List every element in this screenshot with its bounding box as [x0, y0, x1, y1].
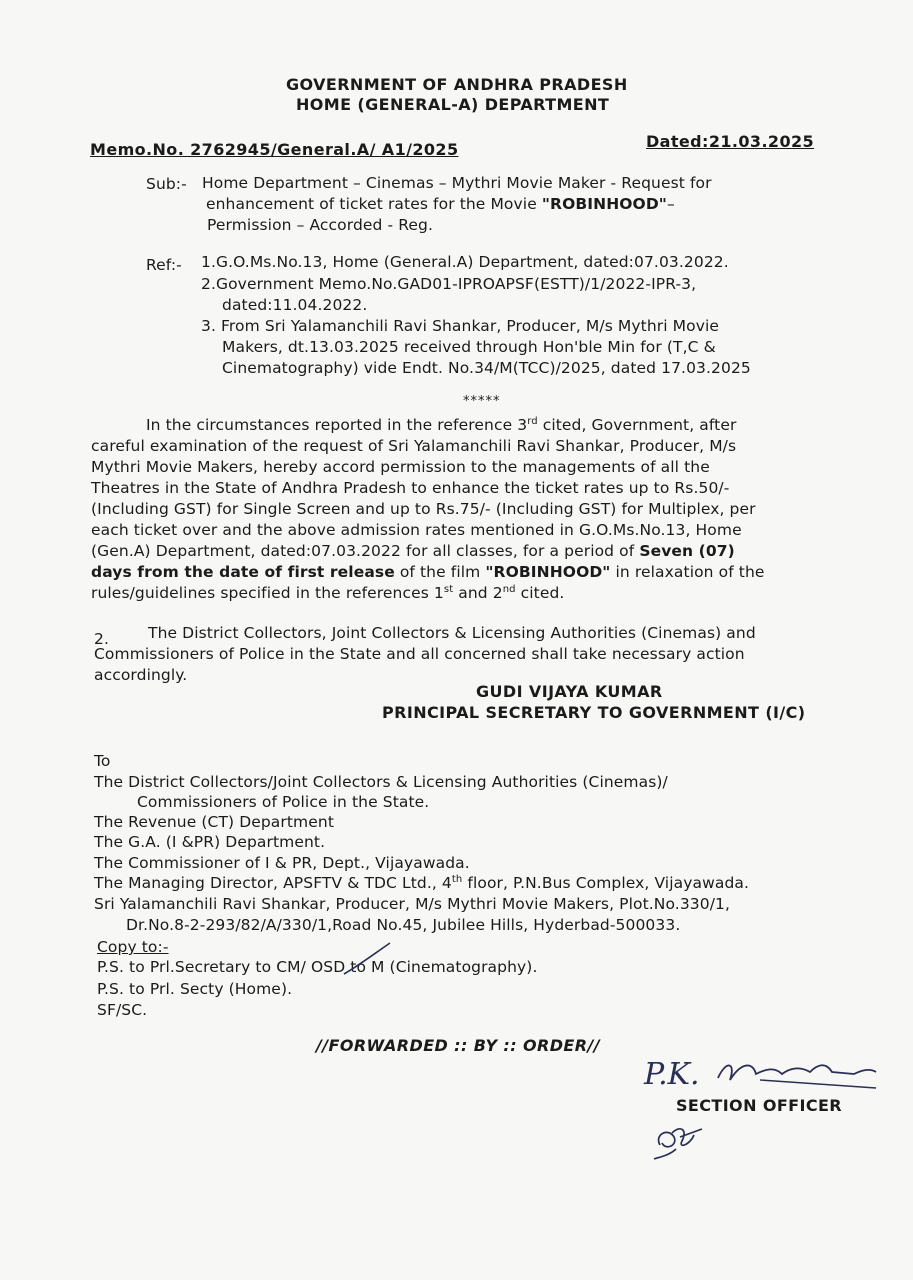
signatory-title: PRINCIPAL SECRETARY TO GOVERNMENT (I/C)	[382, 703, 806, 722]
signatory-name: GUDI VIJAYA KUMAR	[476, 682, 663, 701]
address-1: The District Collectors/Joint Collectors & Licensing Authorities (Cinemas)/	[94, 773, 668, 791]
para1-line-6: each ticket over and the above admission rates mentioned in G.O.Ms.No.13, Home	[91, 521, 742, 539]
memo-date: Dated:21.03.2025	[646, 132, 815, 151]
address-1-cont: Commissioners of Police in the State.	[137, 793, 430, 811]
copy-3: SF/SC.	[97, 1001, 148, 1019]
reference-3-line-3: Cinematography) vide Endt. No.34/M(TCC)/2025, dated 17.03.2025	[222, 359, 751, 377]
reference-2-date: dated:11.04.2022.	[222, 296, 368, 314]
address-6-cont: Dr.No.8-2-293/82/A/330/1,Road No.45, Jubilee Hills, Hyderbad-500033.	[126, 916, 681, 934]
references-label: Ref:-	[146, 256, 182, 274]
address-6: Sri Yalamanchili Ravi Shankar, Producer, M/s Mythri Movie Makers, Plot.No.330/1,	[94, 895, 731, 913]
officer-title: SECTION OFFICER	[676, 1096, 843, 1115]
reference-3: 3. From Sri Yalamanchili Ravi Shankar, Producer, M/s Mythri Movie	[201, 317, 720, 335]
copy-2: P.S. to Prl. Secty (Home).	[97, 980, 293, 998]
reference-3-line-2: Makers, dt.13.03.2025 received through Hon'ble Min for (T,C &	[222, 338, 716, 356]
para2-line-3: accordingly.	[94, 666, 188, 684]
para2-line-2: Commissioners of Police in the State and all concerned shall take necessary action	[94, 645, 745, 663]
para2-line-1: The District Collectors, Joint Collectors & Licensing Authorities (Cinemas) and	[148, 624, 756, 642]
to-label: To	[94, 752, 111, 770]
forwarded-by-order: //FORWARDED :: BY :: ORDER//	[316, 1036, 600, 1055]
svg-text:P.K.: P.K.	[644, 1057, 700, 1092]
separator-stars: *****	[463, 394, 501, 409]
officer-initials-signature	[650, 1115, 710, 1165]
handwritten-strike-mark	[340, 940, 396, 980]
government-heading: GOVERNMENT OF ANDHRA PRADESH	[286, 75, 628, 94]
subject-line-3: Permission – Accorded - Reg.	[207, 216, 433, 234]
address-4: The Commissioner of I & PR, Dept., Vijayawada.	[94, 854, 470, 872]
memo-number: Memo.No. 2762945/General.A/ A1/2025	[90, 140, 459, 159]
para1-line-7: (Gen.A) Department, dated:07.03.2022 for all classes, for a period of Seven (07)	[91, 542, 735, 560]
copy-to-label: Copy to:-	[97, 938, 169, 956]
para1-line-1: In the circumstances reported in the reference 3rd cited, Government, after	[146, 416, 737, 435]
para1-line-8: days from the date of first release of the film "ROBINHOOD" in relaxation of the	[91, 563, 765, 581]
address-3: The G.A. (I &PR) Department.	[94, 833, 326, 851]
reference-2: 2.Government Memo.No.GAD01-IPROAPSF(ESTT)/1/2022-IPR-3,	[201, 275, 697, 293]
para1-line-4: Theatres in the State of Andhra Pradesh to enhance the ticket rates up to Rs.50/-	[91, 479, 730, 497]
para2-number: 2.	[94, 630, 109, 648]
officer-signature	[640, 1050, 880, 1098]
subject-line-2: enhancement of ticket rates for the Movie "ROBINHOOD"–	[206, 195, 675, 213]
department-heading: HOME (GENERAL-A) DEPARTMENT	[296, 95, 610, 114]
subject-label: Sub:-	[146, 175, 187, 193]
reference-1: 1.G.O.Ms.No.13, Home (General.A) Department, dated:07.03.2022.	[201, 253, 729, 271]
para1-line-3: Mythri Movie Makers, hereby accord permission to the managements of all the	[91, 458, 710, 476]
subject-line-1: Home Department – Cinemas – Mythri Movie Maker - Request for	[202, 174, 712, 192]
address-5: The Managing Director, APSFTV & TDC Ltd., 4th floor, P.N.Bus Complex, Vijayawada.	[94, 874, 750, 893]
para1-line-9: rules/guidelines specified in the references 1st and 2nd cited.	[91, 584, 565, 603]
address-2: The Revenue (CT) Department	[94, 813, 334, 831]
para1-line-5: (Including GST) for Single Screen and up to Rs.75/- (Including GST) for Multiplex, per	[91, 500, 756, 518]
para1-line-2: careful examination of the request of Sri Yalamanchili Ravi Shankar, Producer, M/s	[91, 437, 737, 455]
copy-1: P.S. to Prl.Secretary to CM/ OSD to M (Cinematography).	[97, 958, 538, 976]
